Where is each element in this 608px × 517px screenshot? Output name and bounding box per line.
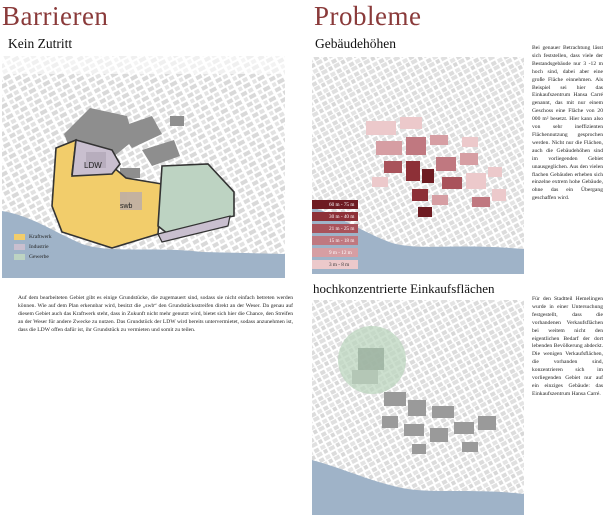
- legend-kraftwerk: [14, 234, 52, 240]
- barrier-map: [2, 56, 285, 278]
- height-legend-item: [312, 200, 358, 209]
- height-legend-label: 30 m - 40 m: [329, 213, 355, 220]
- right-title: Probleme: [314, 1, 422, 31]
- shopping-map: [312, 300, 524, 515]
- height-legend-item: [312, 236, 358, 245]
- height-legend-label: 21 m - 25 m: [329, 225, 355, 232]
- side-text-einkauf: Für den Stadtteil Hemelingen wurde in einer Untersuchung festgestellt, dass die vorhandenen Verkaufsflächen bei weitem nicht den eigentlichen Bedarf der dort lebenden Bevölkerung abdeckt. Die wenigen Verkaufsflächen, die vorhanden sind, konzentrieren sich im vorliegenden Gebiet nur auf ein einziges Gebäude: das Einkaufszentrum Hansa Carré.: [532, 296, 603, 397]
- height-legend-item: [312, 224, 358, 233]
- height-legend-item: [312, 212, 358, 221]
- legend-swatch-gewerbe: [14, 254, 25, 260]
- height-legend-label: 60 m - 75 m: [329, 201, 355, 208]
- legend-label-kraftwerk: Kraftwerk: [29, 234, 52, 240]
- legend-swatch-industrie: [14, 244, 25, 250]
- left-paragraph: Auf dem bearbeiteten Gebiet gibt es einige Grundstücke, die zugemauert sind, sodass sie nicht einfach betreten werden können. Wie auf dem Plan erkennbar wird, besitzt die „swb“ den Grundstücksstreifen direkt an der Weser. Da genau auf diesem Gebiet auch das Kraftwerk steht, dass in Zukunft nicht mehr genutzt wird, bietet sich hier die Chance, den Streifen an der Weser für andere Zwecke zu nutzen. Das Grundstück der LDW wird bereits untervermietet, sodass anzunehmen ist, dass die LDW offen dafür ist, ihr Grundstück zu vermieten und somit zu teilen.: [18, 295, 293, 333]
- legend-swatch-kraftwerk: [14, 234, 25, 240]
- legend-label-gewerbe: Gewerbe: [29, 254, 49, 260]
- height-legend-label: 9 m - 12 m: [329, 249, 352, 256]
- height-legend-item: [312, 248, 358, 257]
- heights-map: [312, 57, 524, 274]
- side-text-heights: Bei genauer Betrachtung lässt sich feststellen, dass viele der Bestandsgebäude nur 3 -12 m hoch sind, dabei aber eine große Fläche einnehmen. Als Beispiel sei hier das Einkaufszentrum Hansa Carré genannt, das mit nur einem Geschoss eine Fläche von 20 000 m² besetzt. Hier kann also von sehr ineffizienten Flächennutzung gesprochen werden. Nicht nur die Flächen, auch die Gebäudehöhen sind im vorliegenden Gebiet unausgeglichen. Aus den vielen flachen Gebäuden erheben sich einzelne extrem hohe Gebäude, ohne das ein Übergang geschaffen wird.: [532, 45, 603, 202]
- legend-gewerbe: [14, 254, 49, 260]
- height-legend-item: [312, 260, 358, 269]
- height-legend-label: 15 m - 18 m: [329, 237, 355, 244]
- subtitle-gebaeudehoehen: Gebäudehöhen: [315, 36, 396, 51]
- left-subtitle: Kein Zutritt: [8, 36, 73, 51]
- height-legend-label: 3 m - 8 m: [329, 261, 350, 268]
- shopping-map-svg: [312, 300, 524, 515]
- map-label-swb: swb: [120, 203, 133, 210]
- subtitle-einkaufsflaechen: hochkonzentrierte Einkaufsflächen: [313, 281, 495, 296]
- left-title: Barrieren: [2, 1, 109, 31]
- legend-label-industrie: Industrie: [29, 244, 49, 250]
- map-label-ldw: LDW: [84, 161, 102, 170]
- legend-industrie: [14, 244, 49, 250]
